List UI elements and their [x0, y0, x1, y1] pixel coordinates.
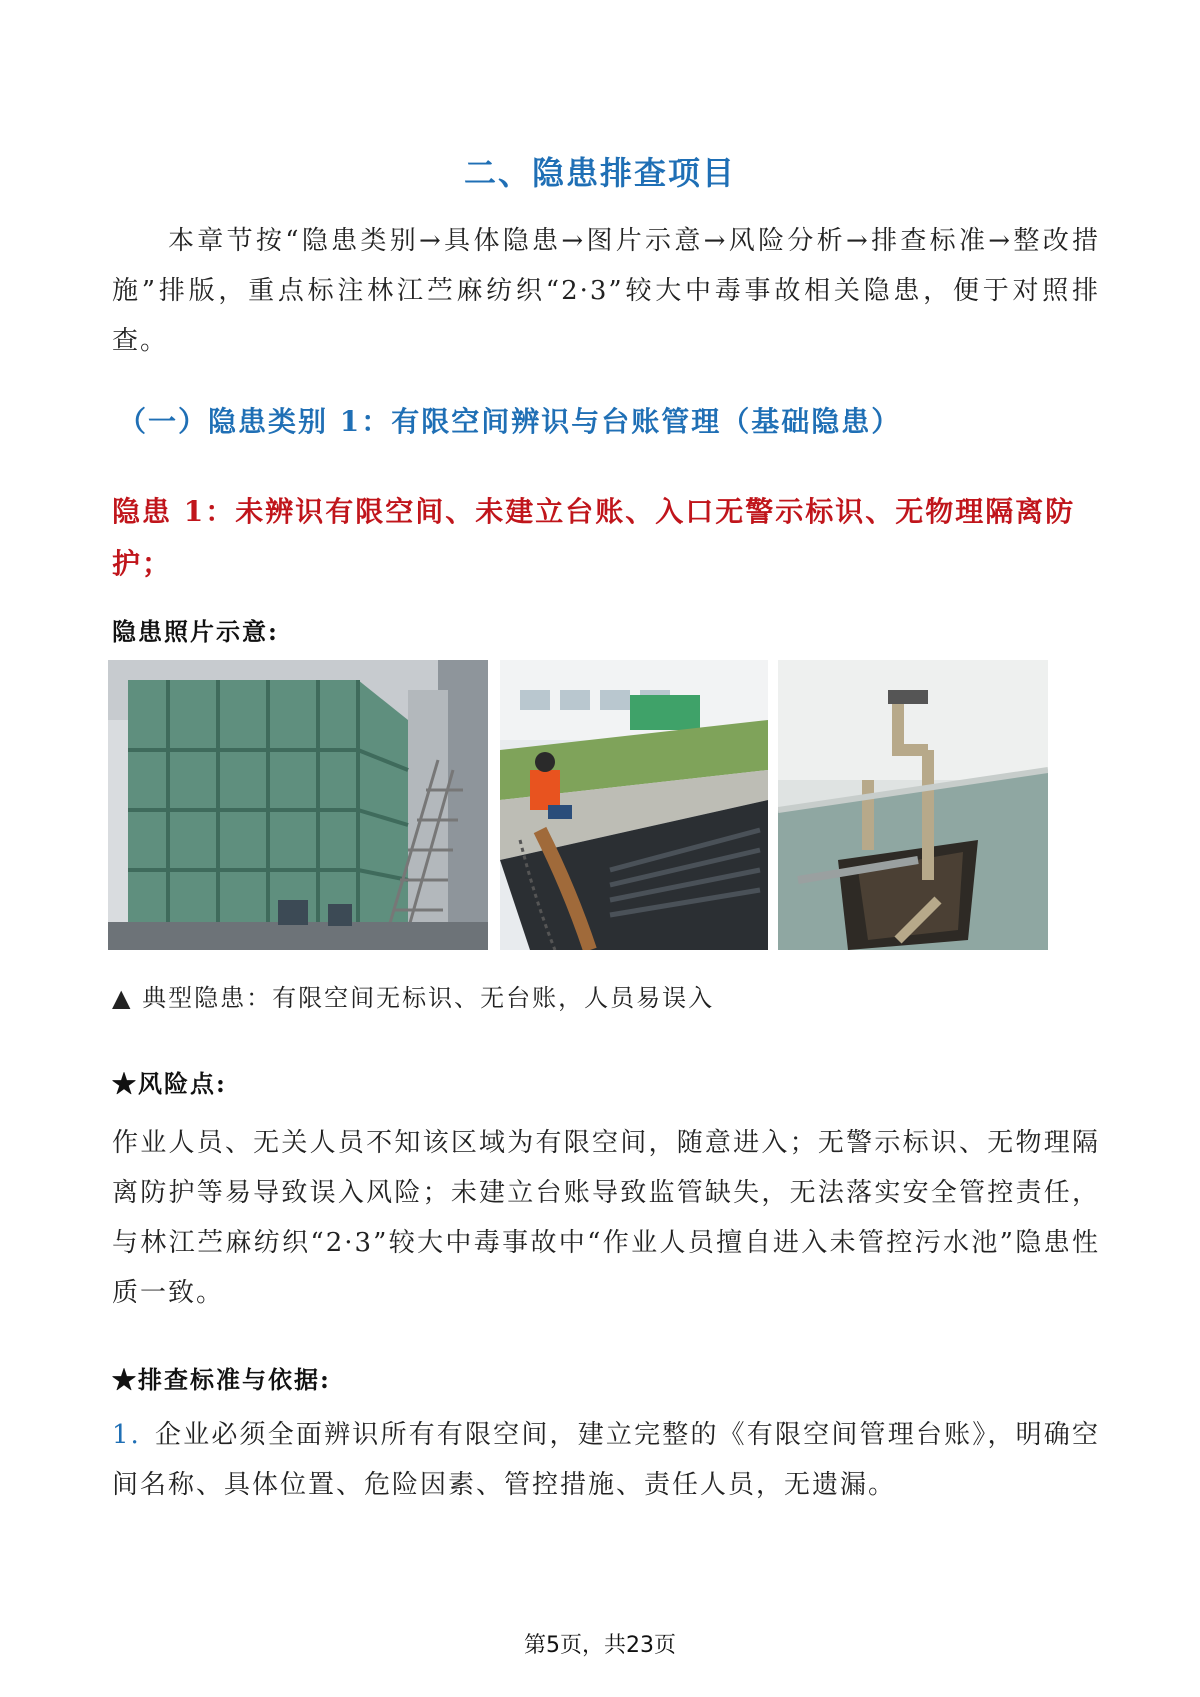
standard-label: ★排查标准与依据: [112, 1365, 331, 1394]
section-title: 二、隐患排查项目 [463, 154, 736, 192]
photo-caption: ▲ 典型隐患：有限空间无标识、无台账，人员易误入 [112, 984, 715, 1012]
photo-label: 隐患照片示意: [112, 617, 279, 646]
risk-paragraph: 作业人员、无关人员不知该区域为有限空间，随意进入；无警示标识、无物理隔离防护等易导致误入风险；未建立台账导致监管缺失，无法落实安全管控责任，与林江苎麻纺织“2·3”较大中毒事故中“作业人员擅自进入未管控污水池”隐患性质一致。 [112, 1128, 1100, 1308]
photo-sewage-channel [500, 660, 768, 950]
hazard-heading: 隐患 1：未辨识有限空间、未建立台账、入口无警示标识、无物理隔离防护； [112, 495, 1076, 580]
photo-open-pit [778, 660, 1048, 950]
category-heading: （一）隐患类别 1：有限空间辨识与台账管理（基础隐患） [118, 405, 902, 438]
photo-tank-stairs [108, 660, 488, 950]
page-footer: 第5页，共23页 [524, 1633, 676, 1658]
intro-paragraph: 本章节按“隐患类别→具体隐患→图片示意→风险分析→排查标准→整改措施”排版，重点标注林江苎麻纺织“2·3”较大中毒事故相关隐患，便于对照排查。 [112, 226, 1100, 356]
standard-item [112, 1410, 1100, 1510]
standard-item-text: 企业必须全面辨识所有有限空间，建立完整的《有限空间管理台账》，明确空间名称、具体位置、危险因素、管控措施、责任人员，无遗漏。 [112, 1420, 1100, 1500]
standard-item-number: 1. [112, 1420, 141, 1450]
risk-label: ★风险点: [112, 1069, 227, 1098]
